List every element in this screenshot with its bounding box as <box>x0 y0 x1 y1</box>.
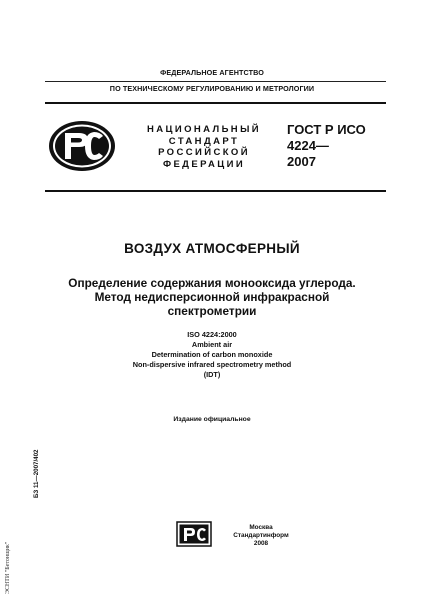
header-divider <box>45 81 386 82</box>
section-divider <box>45 190 386 192</box>
watermark: ЭСНТИ "Бетонщик" <box>5 541 11 594</box>
header-divider-bold <box>45 102 386 104</box>
iso-line-1: ISO 4224:2000 <box>187 330 237 339</box>
standard-designation <box>287 122 366 170</box>
publisher-name: Стандартинформ <box>233 532 289 539</box>
publisher-block <box>226 524 296 548</box>
iso-line-3: Determination of carbon monoxide <box>151 350 273 359</box>
iso-line-5: (IDT) <box>203 370 221 379</box>
publication-year: 2008 <box>253 540 269 547</box>
iso-line-2: Ambient air <box>191 340 233 349</box>
agency-line-2: ПО ТЕХНИЧЕСКОМУ РЕГУЛИРОВАНИЮ И МЕТРОЛОГИИ <box>109 84 315 93</box>
designation-line-3: 2007 <box>287 154 316 169</box>
subtitle-line-1: Определение содержания монооксида углерода. <box>68 276 356 290</box>
standartinform-logo-icon <box>176 520 214 548</box>
iso-reference <box>0 330 424 380</box>
gost-r-logo-icon <box>47 119 117 173</box>
iso-line-4: Non-dispersive infrared spectrometry method <box>132 360 292 369</box>
standard-label-line-3: РОССИЙСКОЙ <box>158 147 250 158</box>
standard-label <box>142 124 266 170</box>
document-subtitle <box>0 276 424 318</box>
document-title: ВОЗДУХ АТМОСФЕРНЫЙ <box>124 241 300 256</box>
agency-line-1: ФЕДЕРАЛЬНОЕ АГЕНТСТВО <box>160 68 264 77</box>
publisher-city: Москва <box>249 524 273 531</box>
standard-label-line-1: НАЦИОНАЛЬНЫЙ <box>147 124 261 135</box>
subtitle-line-2: Метод недисперсионной инфракрасной <box>94 290 330 304</box>
standard-label-line-2: СТАНДАРТ <box>168 135 240 147</box>
bz-code: БЗ 11—2007/402 <box>33 449 40 498</box>
designation-line-2: 4224— <box>287 138 329 153</box>
standard-label-line-4: ФЕДЕРАЦИИ <box>162 158 246 170</box>
designation-line-1: ГОСТ Р ИСО <box>287 122 366 137</box>
edition-note: Издание официальное <box>173 416 251 423</box>
subtitle-line-3: спектрометрии <box>167 304 257 318</box>
